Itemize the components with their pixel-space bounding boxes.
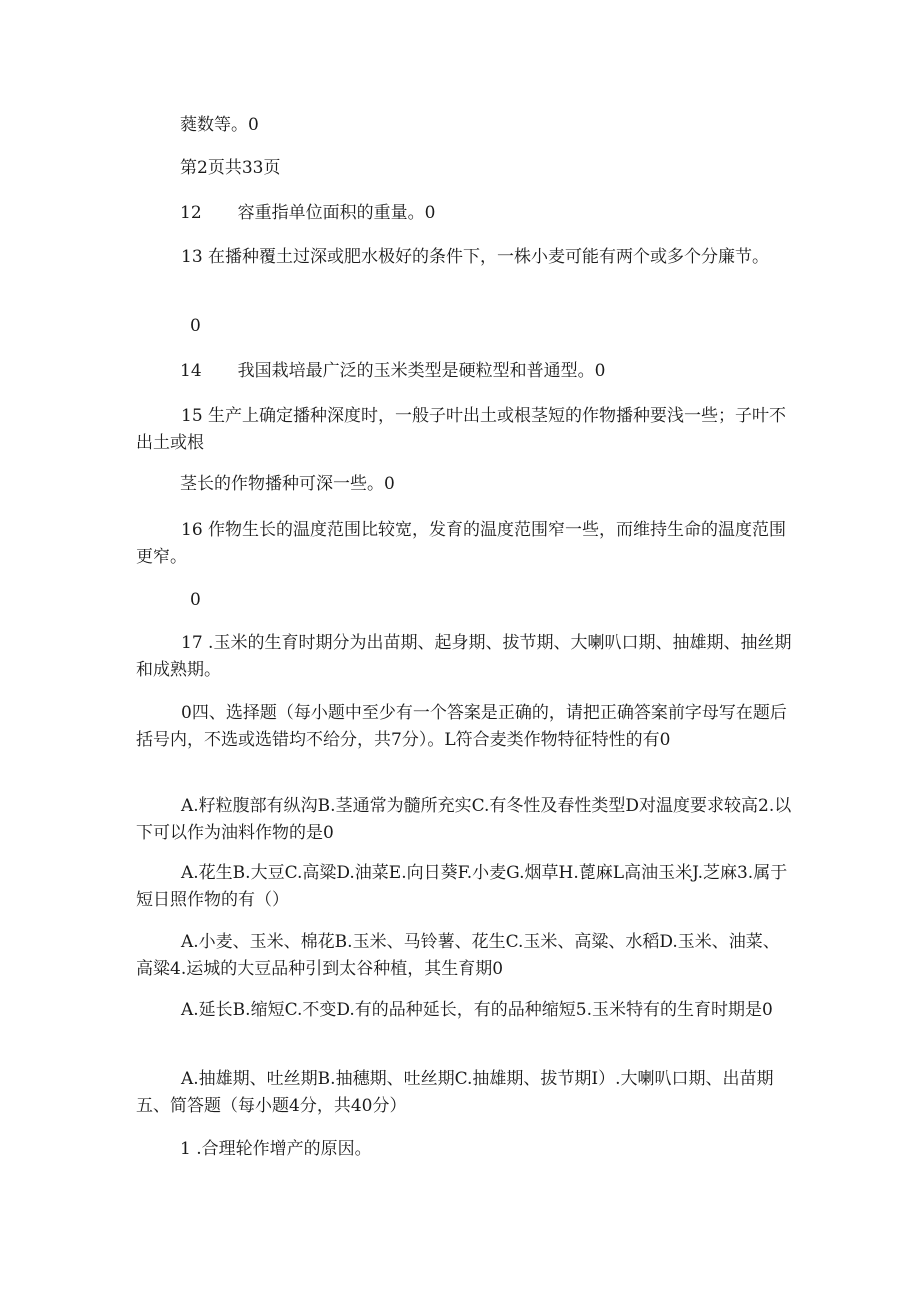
statement-16: 16 作物生长的温度范围比较宽，发育的温度范围窄一些，而维持生命的温度范围更窄。 <box>136 520 787 567</box>
choice-question-5-options: A.抽雄期、吐丝期B.抽穗期、吐丝期C.抽雄期、拔节期I）.大喇叭口期、出苗期五、简答题（每小题4分，共40分） <box>136 1069 774 1116</box>
choice-question-1-options: A.籽粒腹部有纵沟B.茎通常为髓所充实C.有冬性及春性类型D对温度要求较高2.以下可以作为油料作物的是0 <box>136 796 792 843</box>
choice-question-3-options: A.小麦、玉米、棉花B.玉米、马铃薯、花生C.玉米、高粱、水稻D.玉米、油菜、高粱4.运城的大豆品种引到太谷种植，其生育期0 <box>136 932 780 979</box>
answer-mark: 0 <box>190 316 201 336</box>
statement-12 <box>180 200 840 227</box>
statement-15: 15 生产上确定播种深度时，一般子叶出土或根茎短的作物播种要浅一些；子叶不出土或根 <box>136 406 787 453</box>
section-four-heading: 0四、选择题（每小题中至少有一个答案是正确的，请把正确答案前字母写在题后括号内，不选或选错均不给分，共7分）。L符合麦类作物特征特性的有0 <box>136 703 787 750</box>
item-text: 容重指单位面积的重量。0 <box>237 203 436 223</box>
choice-question-4-options: A.延长B.缩短C.不变D.有的品种延长，有的品种缩短5.玉米特有的生育时期是0 <box>181 1000 773 1020</box>
page-number-line: 第2页共33页 <box>180 158 281 178</box>
choice-question-2-options: A.花生B.大豆C.高粱D.油菜E.向日葵F.小麦G.烟草H.蓖麻L高油玉米J.芝麻3.属于短日照作物的有（） <box>136 863 788 910</box>
answer-mark: 0 <box>190 590 201 610</box>
item-text: 我国栽培最广泛的玉米类型是硬粒型和普通型。0 <box>237 361 606 381</box>
statement-17: 17 .玉米的生育时期分为出苗期、起身期、拔节期、大喇叭口期、抽雄期、抽丝期和成熟期。 <box>136 633 792 680</box>
statement-13: 13 在播种覆土过深或肥水极好的条件下，一株小麦可能有两个或多个分廉节。 <box>181 247 770 267</box>
item-number: 14 <box>180 361 202 381</box>
statement-14 <box>180 358 840 385</box>
item-number: 12 <box>180 203 202 223</box>
statement-15-continued: 茎长的作物播种可深一些。0 <box>180 474 395 494</box>
short-answer-question-1: 1 .合理轮作增产的原因。 <box>180 1139 372 1159</box>
paragraph: 蕤数等。0 <box>180 115 259 135</box>
